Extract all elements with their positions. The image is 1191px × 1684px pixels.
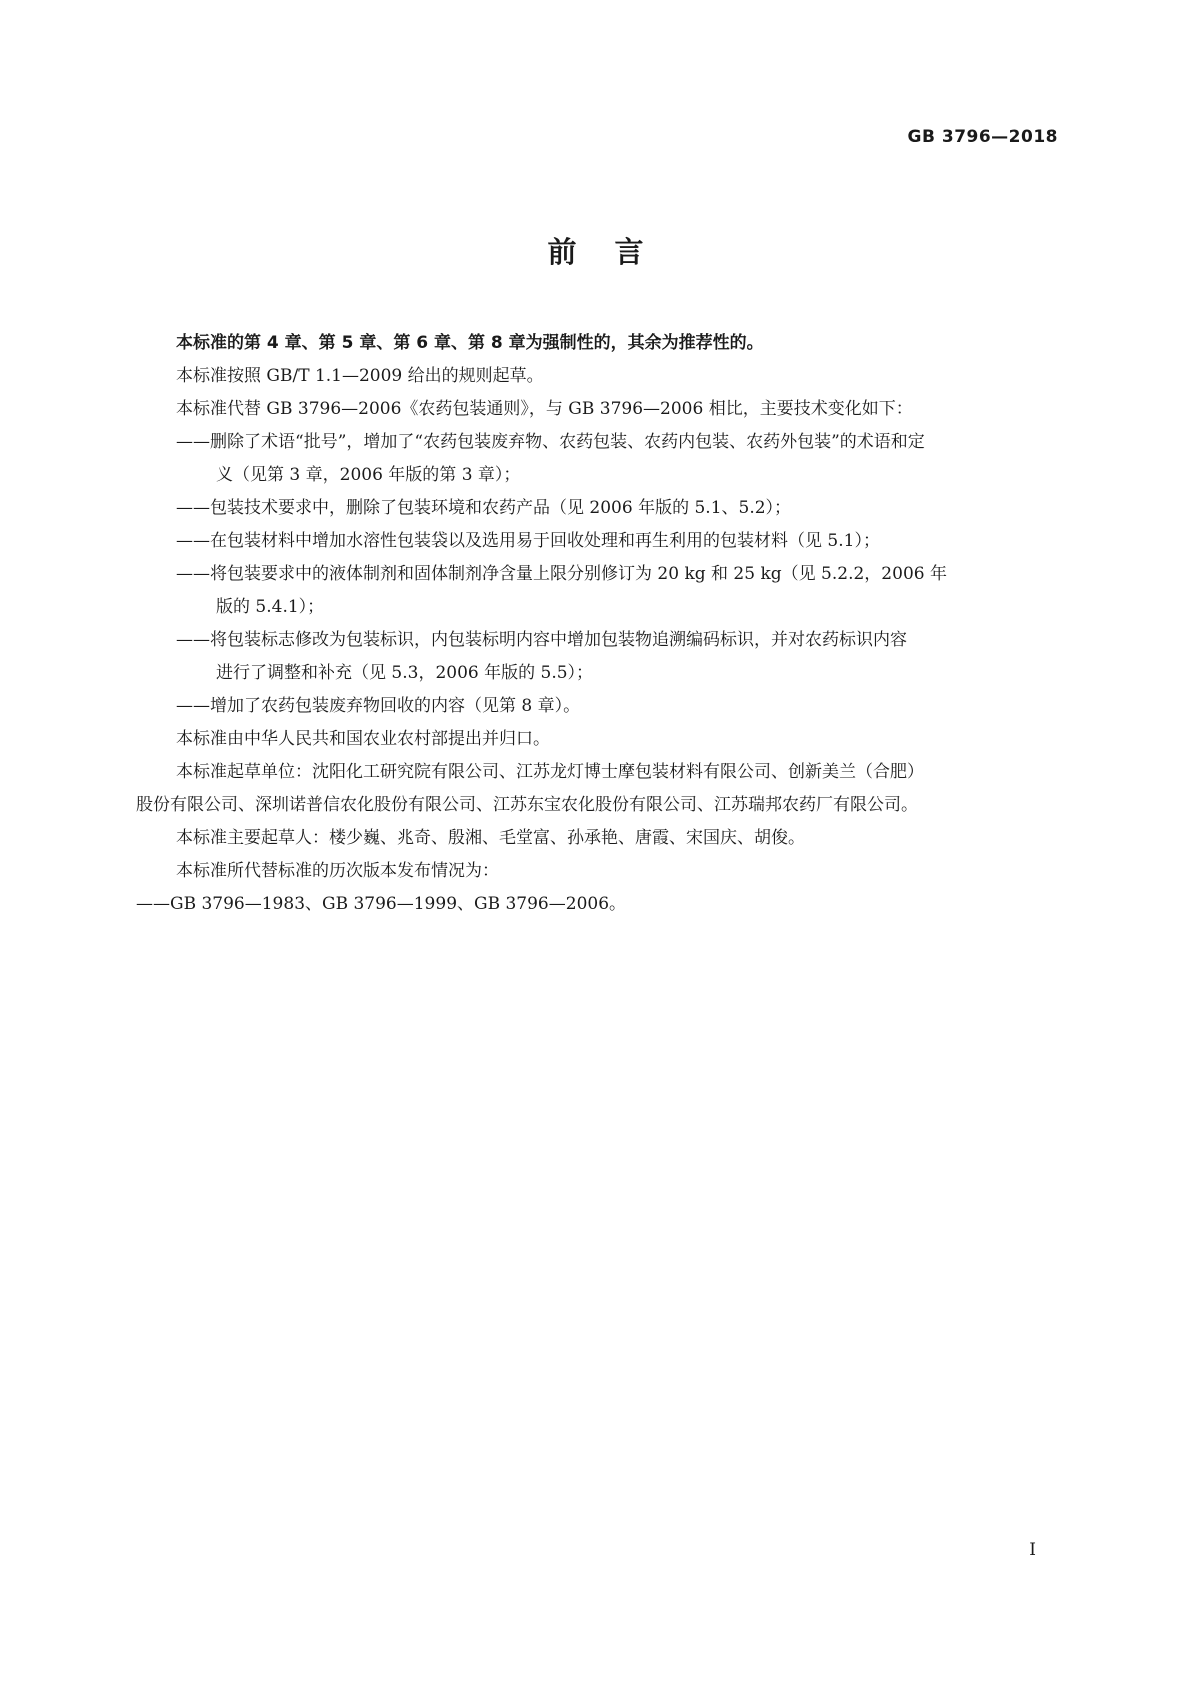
page-title: 前言 — [547, 235, 682, 269]
history-intro: 本标准所代替标准的历次版本发布情况为： — [176, 861, 499, 881]
drafters: 本标准主要起草人：楼少巍、兆奇、殷湘、毛堂富、孙承艳、唐霞、宋国庆、胡俊。 — [176, 828, 805, 848]
change-item-line: 版的 5.4.1）； — [216, 597, 325, 617]
change-item-line: ——删除了术语“批号”，增加了“农药包装废弃物、农药包装、农药内包装、农药外包装”的术语和定 — [176, 432, 925, 452]
proposer-statement: 本标准由中华人民共和国农业农村部提出并归口。 — [176, 729, 550, 749]
change-item-line: ——增加了农药包装废弃物回收的内容（见第 8 章）。 — [176, 696, 581, 716]
change-item — [136, 426, 1059, 492]
standard-code: GB 3796—2018 — [907, 127, 1058, 147]
history-versions: ——GB 3796—1983、GB 3796—1999、GB 3796—2006。 — [136, 894, 627, 914]
page-number: I — [1029, 1540, 1036, 1560]
change-item-line: 进行了调整和补充（见 5.3，2006 年版的 5.5）； — [216, 663, 594, 683]
drafting-rule: 本标准按照 GB/T 1.1—2009 给出的规则起草。 — [176, 366, 544, 386]
drafting-units: 本标准起草单位：沈阳化工研究院有限公司、江苏龙灯博士摩包装材料有限公司、创新美兰（合肥） — [176, 762, 924, 782]
change-item — [136, 525, 1059, 558]
foreword-body — [136, 327, 1059, 921]
change-item-line: ——将包装要求中的液体制剂和固体制剂净含量上限分别修订为 20 kg 和 25 kg（见 5.2.2，2006 年 — [176, 564, 947, 584]
drafting-units-continued: 股份有限公司、深圳诺普信农化股份有限公司、江苏东宝农化股份有限公司、江苏瑞邦农药厂有限公司。 — [136, 795, 918, 815]
replaces-statement: 本标准代替 GB 3796—2006《农药包装通则》，与 GB 3796—2006 相比，主要技术变化如下： — [176, 399, 913, 419]
change-item-line: 义（见第 3 章，2006 年版的第 3 章）； — [216, 465, 521, 485]
change-item — [136, 624, 1059, 690]
change-item — [136, 492, 1059, 525]
change-item — [136, 690, 1059, 723]
change-item-line: ——在包装材料中增加水溶性包装袋以及选用易于回收处理和再生利用的包装材料（见 5.1）； — [176, 531, 880, 551]
change-item — [136, 558, 1059, 624]
change-item-line: ——将包装标志修改为包装标识，内包装标明内容中增加包装物追溯编码标识，并对农药标识内容 — [176, 630, 907, 650]
change-item-line: ——包装技术要求中，删除了包装环境和农药产品（见 2006 年版的 5.1、5.2）； — [176, 498, 792, 518]
mandatory-note: 本标准的第 4 章、第 5 章、第 6 章、第 8 章为强制性的，其余为推荐性的。 — [176, 333, 764, 353]
